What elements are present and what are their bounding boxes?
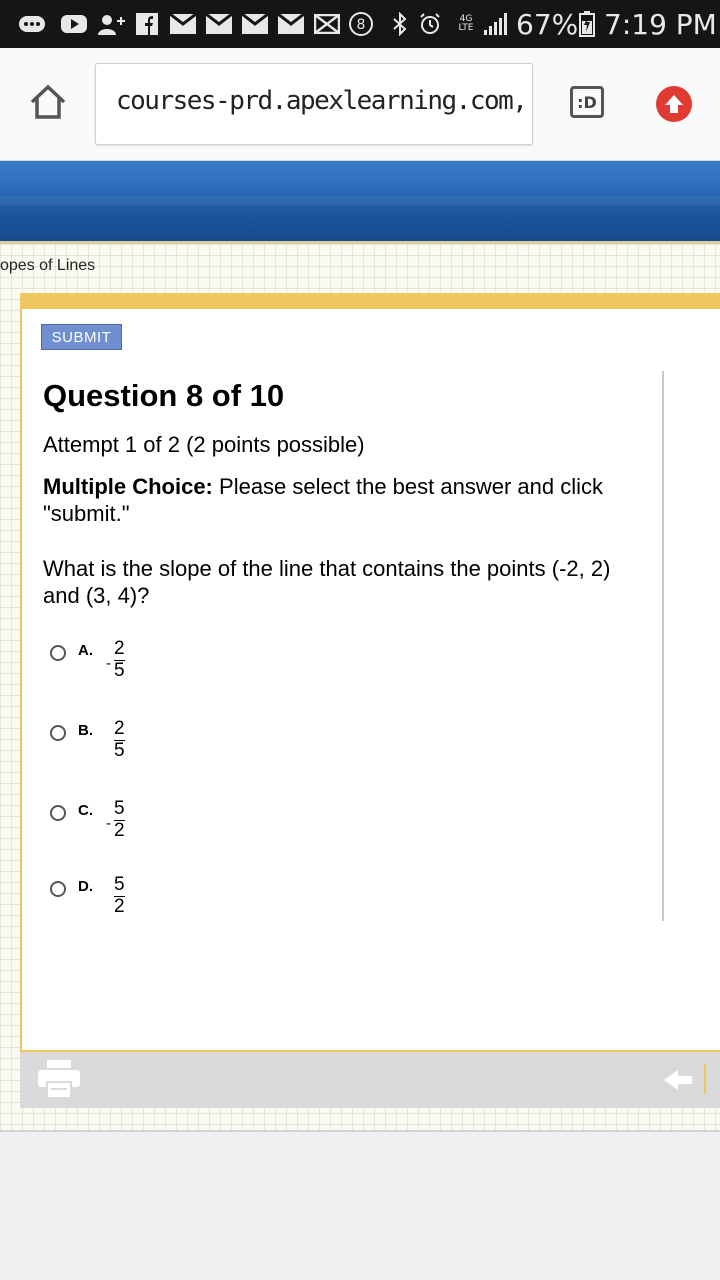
- address-bar[interactable]: [95, 63, 533, 145]
- status-bar: [0, 0, 720, 48]
- minus-sign: -: [106, 655, 111, 672]
- network-icon: [455, 12, 477, 36]
- denominator: 5: [114, 660, 125, 681]
- instructions: [43, 473, 643, 527]
- signal-icon: [482, 12, 510, 36]
- home-icon[interactable]: [28, 82, 68, 122]
- option-b[interactable]: [50, 720, 170, 780]
- question-text: What is the slope of the line that contains the points (-2, 2) and (3, 4)?: [43, 556, 611, 608]
- site-banner: [0, 161, 720, 241]
- option-a[interactable]: [50, 640, 170, 700]
- numerator: 5: [114, 798, 125, 819]
- option-letter: D.: [78, 878, 93, 895]
- bluetooth-icon: [390, 12, 410, 36]
- mail-icon: [314, 12, 340, 36]
- attempt-info: Attempt 1 of 2 (2 points possible): [43, 432, 365, 457]
- toolbar-divider: [704, 1064, 706, 1094]
- panel-divider: [662, 371, 664, 921]
- facebook-icon: [136, 12, 158, 36]
- option-d[interactable]: [50, 876, 170, 936]
- lesson-title: opes of Lines: [0, 257, 96, 274]
- fraction: [106, 720, 128, 770]
- mc-label: Multiple Choice:: [43, 474, 213, 499]
- minus-sign: -: [106, 815, 111, 832]
- fraction: [106, 800, 128, 850]
- browser-toolbar: [0, 48, 720, 161]
- option-letter: B.: [78, 722, 93, 739]
- print-icon[interactable]: [38, 1060, 80, 1098]
- battery-percent: 67%: [516, 8, 579, 41]
- tabs-button[interactable]: [570, 86, 604, 118]
- network-label: 4G LTE: [458, 14, 474, 33]
- numerator: 2: [114, 718, 125, 739]
- denominator: 5: [114, 740, 125, 761]
- tabs-button-label: :D: [577, 92, 597, 112]
- radio-button[interactable]: [50, 725, 66, 741]
- gmail-icon: [206, 12, 232, 36]
- numerator: 5: [114, 874, 125, 895]
- gmail-icon: [278, 12, 304, 36]
- page-bottom-rule: [0, 1130, 720, 1132]
- messages-icon: [18, 12, 46, 36]
- question-title: Question 8 of 10: [43, 378, 285, 413]
- submit-button[interactable]: SUBMIT: [41, 324, 122, 350]
- denominator: 2: [114, 820, 125, 841]
- badge-count: 8: [356, 17, 366, 33]
- banner-stripe: [0, 196, 720, 206]
- youtube-icon: [60, 12, 88, 36]
- bottom-toolbar: [20, 1050, 720, 1108]
- radio-button[interactable]: [50, 805, 66, 821]
- denominator: 2: [114, 896, 125, 917]
- question-panel: [20, 293, 720, 1108]
- count-badge-icon: [348, 12, 374, 36]
- upload-icon[interactable]: [656, 86, 692, 122]
- option-c[interactable]: [50, 800, 170, 860]
- gmail-icon: [242, 12, 268, 36]
- battery-icon: [578, 12, 596, 36]
- url-text[interactable]: courses-prd.apexlearning.com,: [116, 86, 527, 116]
- numerator: 2: [114, 638, 125, 659]
- radio-button[interactable]: [50, 645, 66, 661]
- radio-button[interactable]: [50, 881, 66, 897]
- option-letter: A.: [78, 642, 93, 659]
- fraction: [106, 640, 128, 690]
- panel-top-bar: [20, 293, 720, 309]
- gmail-icon: [170, 12, 196, 36]
- alarm-icon: [418, 12, 442, 36]
- add-contact-icon: [96, 12, 126, 36]
- fraction: [106, 876, 128, 926]
- back-arrow-icon[interactable]: [664, 1069, 694, 1091]
- option-letter: C.: [78, 802, 93, 819]
- clock: 7:19 PM: [604, 8, 717, 41]
- mc-instructions: Please select the best answer and click "submit.": [43, 474, 603, 526]
